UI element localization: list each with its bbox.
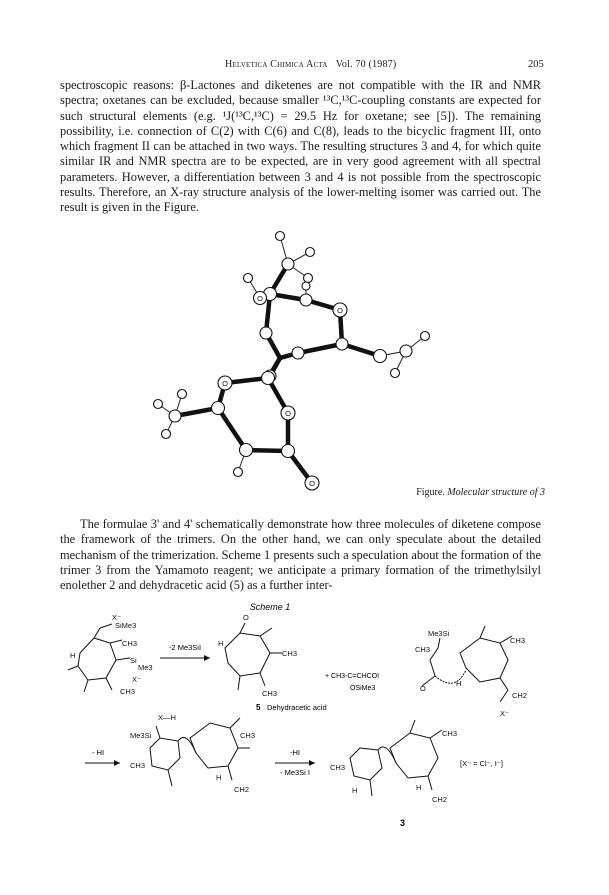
bond-lines	[175, 264, 380, 483]
paragraph-2: The formulae 3' and 4' schematically demonstrate how three molecules of diketene compose the framework of the trimers. On the other hand, we can only speculate about the detailed mechanism of the trimerization. Scheme 1 presents such a speculation about the formation of the trimer 3 from the Yamamoto reagent; we anticipate a primary formation of the trimethylsilyl enolether 2 and dehydracetic acid (5) as a further inter-	[60, 517, 541, 593]
int-label-ch3: CH3	[130, 761, 146, 770]
structure-intermediate	[150, 718, 250, 786]
arrow-1-label: -2 Me3SiI	[168, 643, 202, 652]
counterion-note: [X⁻ = Cl⁻, I⁻]	[460, 759, 503, 768]
structure-1	[68, 624, 130, 692]
int-label-ch3b: CH3	[240, 731, 256, 740]
s3-label-ch2: CH2	[432, 795, 448, 804]
s2-label-ch3: CH3	[415, 645, 431, 654]
int-label-ch2: CH2	[234, 785, 250, 794]
reaction-scheme	[60, 598, 550, 868]
ortep-diagram	[120, 218, 560, 494]
int-label-me3si: Me3Si	[130, 731, 152, 740]
arrow-3-label: -HI	[290, 748, 300, 757]
s1-label-si: Si	[130, 656, 137, 665]
paragraph-1: spectroscopic reasons: β-Lactones and diketenes are not compatible with the IR and NMR spectra; oxetanes can be excluded, because smaller ¹³C,¹³C-coupling constants are expected for such structural elements (e.g. ¹J(¹³C,¹³C) = 29.5 Hz for oxetane; see [5]). The remaining possibility, i.e. connection of C(2) with C(6) and C(8), leads to the bicyclic fragment III, onto which fragment II can be attached in two ways. The resulting structures 3 and 4, for which quite similar IR and NMR spectra are to be expected, are in very good agreement with all spectral parameters. However, a differentiation between 3 and 4 is not possible from the spectroscopic results. Therefore, an X-ray structure analysis of the lower-melting isomer was carried out. The result is given in the Figure.	[60, 78, 541, 215]
structure-3	[350, 720, 442, 796]
atom-label-o3: O	[222, 379, 228, 388]
atom-label-o1: O	[257, 294, 263, 303]
s3-label-h2: H	[416, 783, 422, 792]
reagent-sub: OSiMe3	[350, 685, 376, 692]
figure-caption: Figure. Molecular structure of 3	[416, 487, 545, 498]
atom-label-o5: O	[309, 479, 315, 488]
compound-3-number: 3	[400, 818, 406, 828]
page-number: 205	[528, 59, 544, 70]
s1-label-x: X⁻	[112, 613, 121, 622]
s2-label-x: X⁻	[500, 709, 509, 718]
s5-label-h: H	[218, 639, 224, 648]
s2-label-h: H	[456, 679, 462, 688]
reagent: + CH3-C=CHCOI	[325, 673, 380, 680]
scheme-title: Scheme 1	[249, 602, 291, 612]
s5-label-o: O	[243, 613, 249, 622]
s5-label-ch3b: CH3	[262, 689, 278, 698]
scheme-drawing	[60, 598, 550, 868]
compound-5-name: Dehydracetic acid	[267, 703, 327, 712]
s3-label-ch3b: CH3	[442, 729, 458, 738]
s2-label-o: O	[420, 684, 426, 693]
s1-label-me3: Me3	[138, 663, 153, 672]
s1-label-h: H	[70, 651, 76, 660]
s3-label-h: H	[352, 786, 358, 795]
s1-label-x2: X⁻	[132, 675, 141, 684]
s1-label-ch3b: CH3	[120, 687, 136, 696]
atom-label-o2: O	[337, 306, 343, 315]
molecular-structure-figure	[120, 218, 560, 494]
structure-5	[225, 623, 282, 690]
s2-label-ch2: CH2	[512, 691, 528, 700]
s1-label-sime3: SiMe3	[115, 621, 137, 630]
running-head	[0, 59, 609, 73]
compound-5-number: 5	[256, 703, 261, 712]
s2-label-ch3b: CH3	[510, 636, 526, 645]
journal-title: Helvetica Chimica Acta Vol. 70 (1987)	[225, 59, 397, 70]
atom-label-o4: O	[285, 409, 291, 418]
int-label-xh: X—H	[158, 713, 176, 722]
int-label-h: H	[216, 773, 222, 782]
arrow-3-label-2: - Me3Si I	[279, 768, 311, 777]
s2-label-me3si: Me3Si	[428, 629, 450, 638]
s5-label-ch3a: CH3	[282, 649, 298, 658]
s1-label-ch3a: CH3	[122, 639, 138, 648]
s3-label-ch3: CH3	[330, 763, 346, 772]
atoms	[154, 232, 430, 491]
arrow-2-label: - HI	[92, 748, 105, 757]
